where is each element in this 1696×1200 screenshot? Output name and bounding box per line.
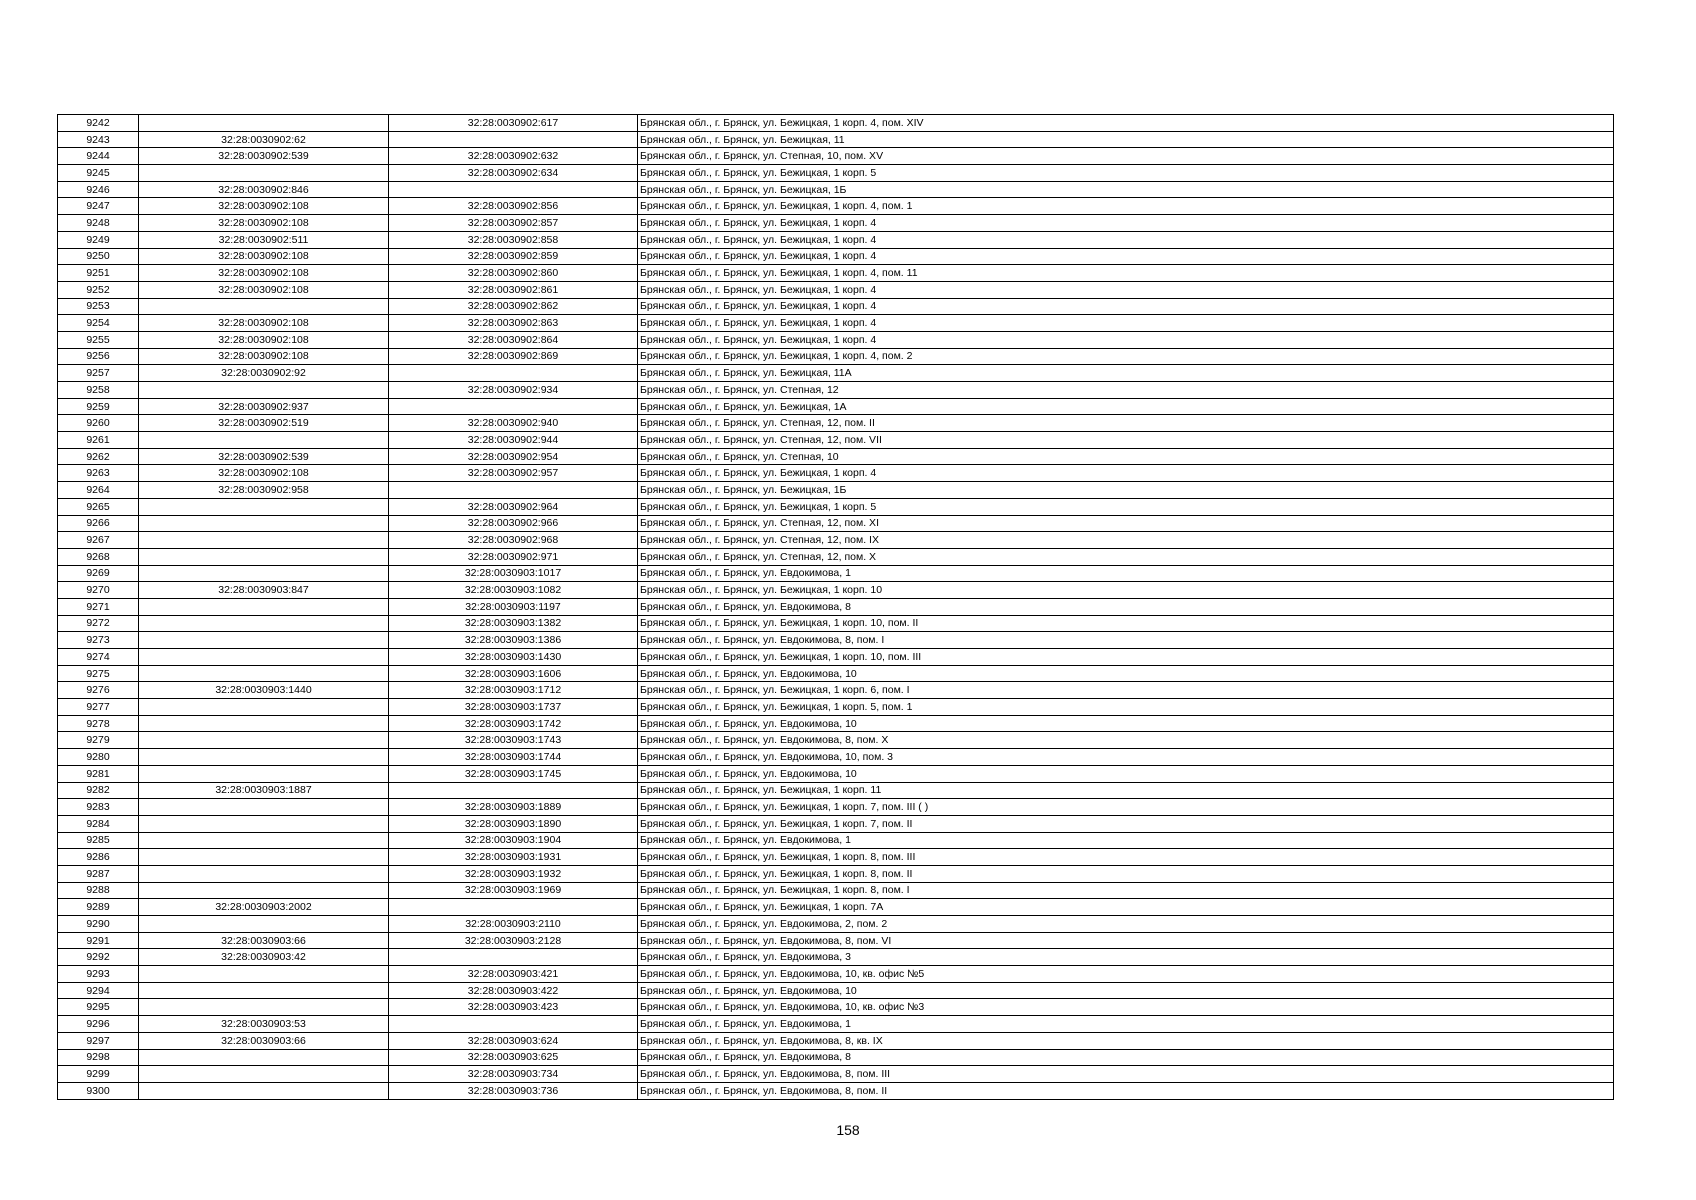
- address-cell: Брянская обл., г. Брянск, ул. Степная, 12, пом. VII: [638, 432, 1614, 449]
- table-row: [58, 215, 1614, 232]
- address-cell: Брянская обл., г. Брянск, ул. Евдокимова, 1: [638, 832, 1614, 849]
- address-cell: Брянская обл., г. Брянск, ул. Евдокимова, 8, пом. III: [638, 1066, 1614, 1083]
- table-row: [58, 565, 1614, 582]
- table-row: [58, 899, 1614, 916]
- object-cadastral-number-cell: 32:28:0030903:1742: [389, 715, 638, 732]
- object-cadastral-number-cell: 32:28:0030903:1197: [389, 598, 638, 615]
- address-cell: Брянская обл., г. Брянск, ул. Евдокимова, 8: [638, 1049, 1614, 1066]
- address-cell: Брянская обл., г. Брянск, ул. Бежицкая, 1 корп. 4: [638, 281, 1614, 298]
- address-cell: Брянская обл., г. Брянск, ул. Степная, 12, пом. II: [638, 415, 1614, 432]
- object-cadastral-number-cell: 32:28:0030902:944: [389, 432, 638, 449]
- address-cell: Брянская обл., г. Брянск, ул. Степная, 12, пом. IX: [638, 532, 1614, 549]
- address-cell: Брянская обл., г. Брянск, ул. Бежицкая, 1 корп. 4: [638, 248, 1614, 265]
- table-row: [58, 665, 1614, 682]
- object-cadastral-number-cell: 32:28:0030902:862: [389, 298, 638, 315]
- table-row: [58, 115, 1614, 132]
- address-cell: Брянская обл., г. Брянск, ул. Евдокимова, 8, пом. II: [638, 1082, 1614, 1099]
- table-row: [58, 365, 1614, 382]
- address-cell: Брянская обл., г. Брянск, ул. Бежицкая, 1 корп. 4: [638, 331, 1614, 348]
- object-cadastral-number-cell: 32:28:0030903:1737: [389, 699, 638, 716]
- object-cadastral-number-cell: 32:28:0030902:971: [389, 548, 638, 565]
- address-cell: Брянская обл., г. Брянск, ул. Бежицкая, 1 корп. 7А: [638, 899, 1614, 916]
- table-row: [58, 348, 1614, 365]
- row-number-cell: 9262: [58, 448, 139, 465]
- address-cell: Брянская обл., г. Брянск, ул. Бежицкая, 1 корп. 4, пом. XIV: [638, 115, 1614, 132]
- table-row: [58, 1049, 1614, 1066]
- land-plot-cadastral-number-cell: [139, 832, 389, 849]
- object-cadastral-number-cell: 32:28:0030903:736: [389, 1082, 638, 1099]
- row-number-cell: 9278: [58, 715, 139, 732]
- table-row: [58, 281, 1614, 298]
- table-row: [58, 732, 1614, 749]
- object-cadastral-number-cell: [389, 949, 638, 966]
- address-cell: Брянская обл., г. Брянск, ул. Бежицкая, 11: [638, 131, 1614, 148]
- row-number-cell: 9296: [58, 1016, 139, 1033]
- land-plot-cadastral-number-cell: 32:28:0030903:42: [139, 949, 389, 966]
- table-row: [58, 865, 1614, 882]
- address-cell: Брянская обл., г. Брянск, ул. Бежицкая, 1А: [638, 398, 1614, 415]
- table-row: [58, 548, 1614, 565]
- row-number-cell: 9246: [58, 181, 139, 198]
- table-row: [58, 615, 1614, 632]
- land-plot-cadastral-number-cell: 32:28:0030902:108: [139, 465, 389, 482]
- land-plot-cadastral-number-cell: 32:28:0030902:92: [139, 365, 389, 382]
- object-cadastral-number-cell: 32:28:0030902:863: [389, 315, 638, 332]
- land-plot-cadastral-number-cell: [139, 699, 389, 716]
- table-row: [58, 165, 1614, 182]
- object-cadastral-number-cell: 32:28:0030902:940: [389, 415, 638, 432]
- address-cell: Брянская обл., г. Брянск, ул. Евдокимова, 10: [638, 982, 1614, 999]
- address-cell: Брянская обл., г. Брянск, ул. Бежицкая, 1 корп. 4: [638, 215, 1614, 232]
- object-cadastral-number-cell: [389, 782, 638, 799]
- object-cadastral-number-cell: 32:28:0030903:2110: [389, 916, 638, 933]
- land-plot-cadastral-number-cell: 32:28:0030902:539: [139, 148, 389, 165]
- address-cell: Брянская обл., г. Брянск, ул. Бежицкая, 1 корп. 7, пом. III ( ): [638, 799, 1614, 816]
- object-cadastral-number-cell: [389, 482, 638, 499]
- address-cell: Брянская обл., г. Брянск, ул. Евдокимова, 10, кв. офис №3: [638, 999, 1614, 1016]
- land-plot-cadastral-number-cell: [139, 598, 389, 615]
- object-cadastral-number-cell: 32:28:0030902:856: [389, 198, 638, 215]
- land-plot-cadastral-number-cell: 32:28:0030902:108: [139, 248, 389, 265]
- address-cell: Брянская обл., г. Брянск, ул. Бежицкая, 1 корп. 8, пом. I: [638, 882, 1614, 899]
- row-number-cell: 9298: [58, 1049, 139, 1066]
- row-number-cell: 9244: [58, 148, 139, 165]
- land-plot-cadastral-number-cell: [139, 765, 389, 782]
- object-cadastral-number-cell: 32:28:0030902:858: [389, 231, 638, 248]
- row-number-cell: 9290: [58, 916, 139, 933]
- land-plot-cadastral-number-cell: 32:28:0030903:847: [139, 582, 389, 599]
- row-number-cell: 9257: [58, 365, 139, 382]
- address-cell: Брянская обл., г. Брянск, ул. Евдокимова, 10, пом. 3: [638, 749, 1614, 766]
- address-cell: Брянская обл., г. Брянск, ул. Степная, 10, пом. XV: [638, 148, 1614, 165]
- object-cadastral-number-cell: 32:28:0030902:634: [389, 165, 638, 182]
- land-plot-cadastral-number-cell: [139, 882, 389, 899]
- address-cell: Брянская обл., г. Брянск, ул. Евдокимова, 1: [638, 1016, 1614, 1033]
- object-cadastral-number-cell: 32:28:0030902:861: [389, 281, 638, 298]
- address-cell: Брянская обл., г. Брянск, ул. Евдокимова, 10, кв. офис №5: [638, 966, 1614, 983]
- row-number-cell: 9268: [58, 548, 139, 565]
- table-row: [58, 382, 1614, 399]
- row-number-cell: 9285: [58, 832, 139, 849]
- land-plot-cadastral-number-cell: 32:28:0030903:53: [139, 1016, 389, 1033]
- table-row: [58, 498, 1614, 515]
- object-cadastral-number-cell: 32:28:0030903:1745: [389, 765, 638, 782]
- table-row: [58, 749, 1614, 766]
- object-cadastral-number-cell: 32:28:0030903:1890: [389, 815, 638, 832]
- row-number-cell: 9259: [58, 398, 139, 415]
- table-row: [58, 1066, 1614, 1083]
- land-plot-cadastral-number-cell: 32:28:0030902:108: [139, 281, 389, 298]
- object-cadastral-number-cell: 32:28:0030903:1931: [389, 849, 638, 866]
- row-number-cell: 9245: [58, 165, 139, 182]
- land-plot-cadastral-number-cell: 32:28:0030902:108: [139, 331, 389, 348]
- object-cadastral-number-cell: 32:28:0030903:625: [389, 1049, 638, 1066]
- row-number-cell: 9249: [58, 231, 139, 248]
- object-cadastral-number-cell: 32:28:0030903:422: [389, 982, 638, 999]
- land-plot-cadastral-number-cell: 32:28:0030902:108: [139, 215, 389, 232]
- address-cell: Брянская обл., г. Брянск, ул. Бежицкая, 1 корп. 10, пом. II: [638, 615, 1614, 632]
- object-cadastral-number-cell: 32:28:0030903:1712: [389, 682, 638, 699]
- table-row: [58, 598, 1614, 615]
- row-number-cell: 9269: [58, 565, 139, 582]
- land-plot-cadastral-number-cell: [139, 1049, 389, 1066]
- land-plot-cadastral-number-cell: 32:28:0030902:539: [139, 448, 389, 465]
- row-number-cell: 9272: [58, 615, 139, 632]
- table-row: [58, 699, 1614, 716]
- table-row: [58, 1032, 1614, 1049]
- object-cadastral-number-cell: 32:28:0030902:859: [389, 248, 638, 265]
- table-row: [58, 482, 1614, 499]
- table-row: [58, 532, 1614, 549]
- land-plot-cadastral-number-cell: [139, 849, 389, 866]
- table-row: [58, 131, 1614, 148]
- row-number-cell: 9291: [58, 932, 139, 949]
- land-plot-cadastral-number-cell: 32:28:0030902:62: [139, 131, 389, 148]
- object-cadastral-number-cell: [389, 899, 638, 916]
- row-number-cell: 9277: [58, 699, 139, 716]
- address-cell: Брянская обл., г. Брянск, ул. Бежицкая, 1 корп. 5, пом. 1: [638, 699, 1614, 716]
- row-number-cell: 9256: [58, 348, 139, 365]
- row-number-cell: 9273: [58, 632, 139, 649]
- land-plot-cadastral-number-cell: [139, 815, 389, 832]
- row-number-cell: 9294: [58, 982, 139, 999]
- row-number-cell: 9250: [58, 248, 139, 265]
- table-row: [58, 682, 1614, 699]
- land-plot-cadastral-number-cell: [139, 799, 389, 816]
- land-plot-cadastral-number-cell: 32:28:0030902:958: [139, 482, 389, 499]
- land-plot-cadastral-number-cell: [139, 548, 389, 565]
- row-number-cell: 9295: [58, 999, 139, 1016]
- row-number-cell: 9286: [58, 849, 139, 866]
- object-cadastral-number-cell: [389, 365, 638, 382]
- land-plot-cadastral-number-cell: 32:28:0030902:108: [139, 348, 389, 365]
- land-plot-cadastral-number-cell: 32:28:0030902:519: [139, 415, 389, 432]
- row-number-cell: 9261: [58, 432, 139, 449]
- row-number-cell: 9243: [58, 131, 139, 148]
- table-row: [58, 832, 1614, 849]
- table-row: [58, 331, 1614, 348]
- table-row: [58, 849, 1614, 866]
- address-cell: Брянская обл., г. Брянск, ул. Евдокимова, 8, пом. I: [638, 632, 1614, 649]
- table-row: [58, 231, 1614, 248]
- land-plot-cadastral-number-cell: 32:28:0030902:108: [139, 198, 389, 215]
- land-plot-cadastral-number-cell: 32:28:0030903:1440: [139, 682, 389, 699]
- land-plot-cadastral-number-cell: 32:28:0030902:108: [139, 315, 389, 332]
- address-cell: Брянская обл., г. Брянск, ул. Бежицкая, 1 корп. 4, пом. 2: [638, 348, 1614, 365]
- land-plot-cadastral-number-cell: [139, 1066, 389, 1083]
- object-cadastral-number-cell: 32:28:0030903:421: [389, 966, 638, 983]
- row-number-cell: 9289: [58, 899, 139, 916]
- address-cell: Брянская обл., г. Брянск, ул. Бежицкая, 1 корп. 10, пом. III: [638, 649, 1614, 666]
- table-row: [58, 916, 1614, 933]
- object-cadastral-number-cell: 32:28:0030903:1430: [389, 649, 638, 666]
- object-cadastral-number-cell: [389, 131, 638, 148]
- address-cell: Брянская обл., г. Брянск, ул. Бежицкая, 1 корп. 7, пом. II: [638, 815, 1614, 832]
- row-number-cell: 9253: [58, 298, 139, 315]
- address-cell: Брянская обл., г. Брянск, ул. Степная, 12, пом. XI: [638, 515, 1614, 532]
- row-number-cell: 9267: [58, 532, 139, 549]
- table-row: [58, 181, 1614, 198]
- table-row: [58, 448, 1614, 465]
- table-row: [58, 966, 1614, 983]
- row-number-cell: 9252: [58, 281, 139, 298]
- row-number-cell: 9300: [58, 1082, 139, 1099]
- address-cell: Брянская обл., г. Брянск, ул. Евдокимова, 1: [638, 565, 1614, 582]
- row-number-cell: 9258: [58, 382, 139, 399]
- land-plot-cadastral-number-cell: [139, 982, 389, 999]
- address-cell: Брянская обл., г. Брянск, ул. Евдокимова, 8: [638, 598, 1614, 615]
- land-plot-cadastral-number-cell: [139, 565, 389, 582]
- address-cell: Брянская обл., г. Брянск, ул. Бежицкая, 1Б: [638, 482, 1614, 499]
- row-number-cell: 9280: [58, 749, 139, 766]
- object-cadastral-number-cell: 32:28:0030902:857: [389, 215, 638, 232]
- object-cadastral-number-cell: 32:28:0030903:1382: [389, 615, 638, 632]
- cadastral-table-container: [57, 114, 1613, 1100]
- object-cadastral-number-cell: 32:28:0030902:617: [389, 115, 638, 132]
- land-plot-cadastral-number-cell: [139, 515, 389, 532]
- land-plot-cadastral-number-cell: [139, 665, 389, 682]
- land-plot-cadastral-number-cell: [139, 115, 389, 132]
- object-cadastral-number-cell: 32:28:0030903:1889: [389, 799, 638, 816]
- object-cadastral-number-cell: 32:28:0030903:423: [389, 999, 638, 1016]
- row-number-cell: 9297: [58, 1032, 139, 1049]
- object-cadastral-number-cell: [389, 181, 638, 198]
- object-cadastral-number-cell: 32:28:0030903:1606: [389, 665, 638, 682]
- object-cadastral-number-cell: 32:28:0030903:1082: [389, 582, 638, 599]
- address-cell: Брянская обл., г. Брянск, ул. Бежицкая, 1Б: [638, 181, 1614, 198]
- row-number-cell: 9264: [58, 482, 139, 499]
- land-plot-cadastral-number-cell: [139, 715, 389, 732]
- table-row: [58, 999, 1614, 1016]
- row-number-cell: 9271: [58, 598, 139, 615]
- row-number-cell: 9254: [58, 315, 139, 332]
- object-cadastral-number-cell: 32:28:0030903:1932: [389, 865, 638, 882]
- row-number-cell: 9263: [58, 465, 139, 482]
- address-cell: Брянская обл., г. Брянск, ул. Бежицкая, 1 корп. 4, пом. 11: [638, 265, 1614, 282]
- address-cell: Брянская обл., г. Брянск, ул. Бежицкая, 1 корп. 4: [638, 315, 1614, 332]
- table-row: [58, 982, 1614, 999]
- row-number-cell: 9248: [58, 215, 139, 232]
- address-cell: Брянская обл., г. Брянск, ул. Евдокимова, 8, пом. X: [638, 732, 1614, 749]
- table-row: [58, 248, 1614, 265]
- table-body: [58, 115, 1614, 1100]
- row-number-cell: 9282: [58, 782, 139, 799]
- table-row: [58, 1082, 1614, 1099]
- address-cell: Брянская обл., г. Брянск, ул. Бежицкая, 1 корп. 4, пом. 1: [638, 198, 1614, 215]
- object-cadastral-number-cell: 32:28:0030902:864: [389, 331, 638, 348]
- address-cell: Брянская обл., г. Брянск, ул. Евдокимова, 10: [638, 665, 1614, 682]
- object-cadastral-number-cell: 32:28:0030903:1744: [389, 749, 638, 766]
- row-number-cell: 9276: [58, 682, 139, 699]
- row-number-cell: 9242: [58, 115, 139, 132]
- table-row: [58, 398, 1614, 415]
- row-number-cell: 9284: [58, 815, 139, 832]
- table-row: [58, 882, 1614, 899]
- table-row: [58, 465, 1614, 482]
- land-plot-cadastral-number-cell: 32:28:0030902:846: [139, 181, 389, 198]
- land-plot-cadastral-number-cell: [139, 432, 389, 449]
- row-number-cell: 9288: [58, 882, 139, 899]
- address-cell: Брянская обл., г. Брянск, ул. Степная, 12: [638, 382, 1614, 399]
- object-cadastral-number-cell: 32:28:0030903:624: [389, 1032, 638, 1049]
- land-plot-cadastral-number-cell: [139, 732, 389, 749]
- table-row: [58, 949, 1614, 966]
- table-row: [58, 298, 1614, 315]
- land-plot-cadastral-number-cell: 32:28:0030902:937: [139, 398, 389, 415]
- row-number-cell: 9247: [58, 198, 139, 215]
- land-plot-cadastral-number-cell: 32:28:0030903:1887: [139, 782, 389, 799]
- object-cadastral-number-cell: 32:28:0030903:2128: [389, 932, 638, 949]
- row-number-cell: 9251: [58, 265, 139, 282]
- object-cadastral-number-cell: 32:28:0030902:968: [389, 532, 638, 549]
- table-row: [58, 148, 1614, 165]
- land-plot-cadastral-number-cell: [139, 632, 389, 649]
- land-plot-cadastral-number-cell: [139, 865, 389, 882]
- page-number: 158: [836, 1122, 860, 1138]
- row-number-cell: 9270: [58, 582, 139, 599]
- row-number-cell: 9283: [58, 799, 139, 816]
- land-plot-cadastral-number-cell: [139, 532, 389, 549]
- object-cadastral-number-cell: [389, 1016, 638, 1033]
- table-row: [58, 415, 1614, 432]
- land-plot-cadastral-number-cell: [139, 382, 389, 399]
- land-plot-cadastral-number-cell: 32:28:0030902:511: [139, 231, 389, 248]
- row-number-cell: 9266: [58, 515, 139, 532]
- object-cadastral-number-cell: 32:28:0030902:869: [389, 348, 638, 365]
- address-cell: Брянская обл., г. Брянск, ул. Евдокимова, 8, кв. IX: [638, 1032, 1614, 1049]
- object-cadastral-number-cell: 32:28:0030902:966: [389, 515, 638, 532]
- address-cell: Брянская обл., г. Брянск, ул. Бежицкая, 1 корп. 8, пом. III: [638, 849, 1614, 866]
- land-plot-cadastral-number-cell: 32:28:0030903:66: [139, 1032, 389, 1049]
- address-cell: Брянская обл., г. Брянск, ул. Евдокимова, 8, пом. VI: [638, 932, 1614, 949]
- table-row: [58, 1016, 1614, 1033]
- object-cadastral-number-cell: 32:28:0030902:860: [389, 265, 638, 282]
- object-cadastral-number-cell: 32:28:0030902:957: [389, 465, 638, 482]
- object-cadastral-number-cell: 32:28:0030902:954: [389, 448, 638, 465]
- address-cell: Брянская обл., г. Брянск, ул. Бежицкая, 1 корп. 5: [638, 498, 1614, 515]
- address-cell: Брянская обл., г. Брянск, ул. Бежицкая, 1 корп. 6, пом. I: [638, 682, 1614, 699]
- address-cell: Брянская обл., г. Брянск, ул. Бежицкая, 1 корп. 5: [638, 165, 1614, 182]
- land-plot-cadastral-number-cell: 32:28:0030903:66: [139, 932, 389, 949]
- table-row: [58, 715, 1614, 732]
- object-cadastral-number-cell: [389, 398, 638, 415]
- table-row: [58, 432, 1614, 449]
- object-cadastral-number-cell: 32:28:0030903:1386: [389, 632, 638, 649]
- table-row: [58, 632, 1614, 649]
- row-number-cell: 9274: [58, 649, 139, 666]
- object-cadastral-number-cell: 32:28:0030903:734: [389, 1066, 638, 1083]
- row-number-cell: 9293: [58, 966, 139, 983]
- row-number-cell: 9275: [58, 665, 139, 682]
- land-plot-cadastral-number-cell: [139, 966, 389, 983]
- row-number-cell: 9287: [58, 865, 139, 882]
- object-cadastral-number-cell: 32:28:0030902:632: [389, 148, 638, 165]
- address-cell: Брянская обл., г. Брянск, ул. Степная, 10: [638, 448, 1614, 465]
- table-row: [58, 932, 1614, 949]
- address-cell: Брянская обл., г. Брянск, ул. Бежицкая, 11А: [638, 365, 1614, 382]
- row-number-cell: 9255: [58, 331, 139, 348]
- table-row: [58, 649, 1614, 666]
- row-number-cell: 9260: [58, 415, 139, 432]
- land-plot-cadastral-number-cell: [139, 916, 389, 933]
- table-row: [58, 782, 1614, 799]
- address-cell: Брянская обл., г. Брянск, ул. Бежицкая, 1 корп. 10: [638, 582, 1614, 599]
- table-row: [58, 582, 1614, 599]
- address-cell: Брянская обл., г. Брянск, ул. Евдокимова, 10: [638, 715, 1614, 732]
- table-row: [58, 799, 1614, 816]
- object-cadastral-number-cell: 32:28:0030902:964: [389, 498, 638, 515]
- table-row: [58, 265, 1614, 282]
- table-row: [58, 315, 1614, 332]
- address-cell: Брянская обл., г. Брянск, ул. Бежицкая, 1 корп. 4: [638, 231, 1614, 248]
- row-number-cell: 9299: [58, 1066, 139, 1083]
- address-cell: Брянская обл., г. Брянск, ул. Евдокимова, 10: [638, 765, 1614, 782]
- row-number-cell: 9281: [58, 765, 139, 782]
- address-cell: Брянская обл., г. Брянск, ул. Бежицкая, 1 корп. 4: [638, 465, 1614, 482]
- object-cadastral-number-cell: 32:28:0030902:934: [389, 382, 638, 399]
- table-row: [58, 765, 1614, 782]
- land-plot-cadastral-number-cell: [139, 999, 389, 1016]
- land-plot-cadastral-number-cell: [139, 1082, 389, 1099]
- land-plot-cadastral-number-cell: [139, 649, 389, 666]
- object-cadastral-number-cell: 32:28:0030903:1743: [389, 732, 638, 749]
- address-cell: Брянская обл., г. Брянск, ул. Евдокимова, 3: [638, 949, 1614, 966]
- object-cadastral-number-cell: 32:28:0030903:1017: [389, 565, 638, 582]
- address-cell: Брянская обл., г. Брянск, ул. Бежицкая, 1 корп. 8, пом. II: [638, 865, 1614, 882]
- row-number-cell: 9279: [58, 732, 139, 749]
- table-row: [58, 198, 1614, 215]
- address-cell: Брянская обл., г. Брянск, ул. Бежицкая, 1 корп. 11: [638, 782, 1614, 799]
- land-plot-cadastral-number-cell: [139, 615, 389, 632]
- object-cadastral-number-cell: 32:28:0030903:1969: [389, 882, 638, 899]
- address-cell: Брянская обл., г. Брянск, ул. Степная, 12, пом. X: [638, 548, 1614, 565]
- land-plot-cadastral-number-cell: [139, 298, 389, 315]
- land-plot-cadastral-number-cell: 32:28:0030903:2002: [139, 899, 389, 916]
- land-plot-cadastral-number-cell: [139, 749, 389, 766]
- land-plot-cadastral-number-cell: [139, 498, 389, 515]
- cadastral-table: [57, 114, 1614, 1100]
- land-plot-cadastral-number-cell: [139, 165, 389, 182]
- object-cadastral-number-cell: 32:28:0030903:1904: [389, 832, 638, 849]
- land-plot-cadastral-number-cell: 32:28:0030902:108: [139, 265, 389, 282]
- address-cell: Брянская обл., г. Брянск, ул. Евдокимова, 2, пом. 2: [638, 916, 1614, 933]
- row-number-cell: 9265: [58, 498, 139, 515]
- table-row: [58, 515, 1614, 532]
- address-cell: Брянская обл., г. Брянск, ул. Бежицкая, 1 корп. 4: [638, 298, 1614, 315]
- table-row: [58, 815, 1614, 832]
- row-number-cell: 9292: [58, 949, 139, 966]
